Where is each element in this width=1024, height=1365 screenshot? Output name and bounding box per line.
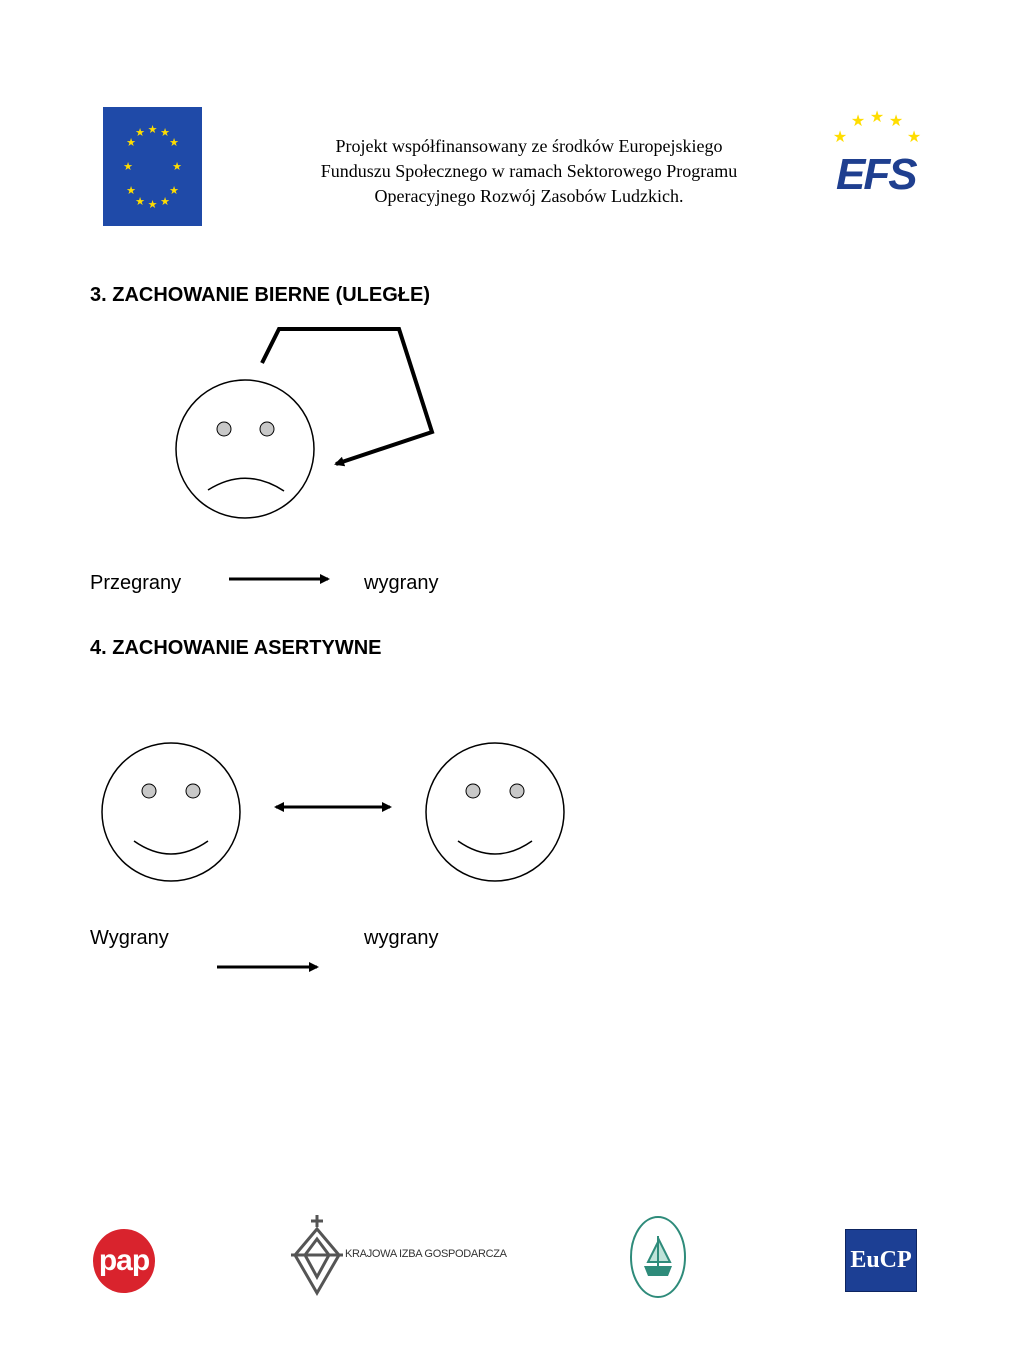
section-3-heading: 3. ZACHOWANIE BIERNE (ULEGŁE) bbox=[90, 284, 431, 306]
happy-face-right-left-eye bbox=[466, 784, 480, 798]
svg-text:★: ★ bbox=[888, 111, 904, 130]
happy-face-left-left-eye bbox=[142, 784, 156, 798]
section-4-label-left: Wygrany bbox=[90, 927, 169, 949]
kig-logo bbox=[287, 1213, 517, 1297]
pap-logo bbox=[93, 1229, 155, 1293]
kig-logo-text: KRAJOWA IZBA GOSPODARCZA bbox=[345, 1248, 507, 1260]
svg-text:★: ★ bbox=[169, 136, 179, 149]
svg-text:★: ★ bbox=[147, 198, 158, 211]
svg-text:★: ★ bbox=[160, 195, 170, 208]
section-3-label-right: wygrany bbox=[364, 572, 439, 594]
svg-text:★: ★ bbox=[160, 126, 170, 139]
header-line-3: Operacyjnego Rozwój Zasobów Ludzkich. bbox=[374, 186, 684, 206]
svg-text:★: ★ bbox=[123, 160, 133, 173]
sgh-emblem bbox=[628, 1214, 688, 1300]
happy-face-right-right-eye bbox=[510, 784, 524, 798]
happy-face-left bbox=[102, 743, 240, 881]
pap-logo-text: pap bbox=[98, 1244, 150, 1277]
section-3-label-left: Przegrany bbox=[90, 572, 182, 594]
happy-face-right-outline bbox=[426, 743, 564, 881]
svg-text:★: ★ bbox=[169, 184, 179, 197]
svg-text:★: ★ bbox=[135, 195, 145, 208]
header-line-2: Funduszu Społecznego w ramach Sektorowego Programu bbox=[320, 161, 738, 181]
happy-face-left-right-eye bbox=[186, 784, 200, 798]
eucp-logo-text: EuCP bbox=[850, 1247, 912, 1273]
header-line-1: Projekt współfinansowany ze środków Europejskiego bbox=[335, 136, 723, 156]
svg-text:★: ★ bbox=[126, 184, 136, 197]
happy-face-right bbox=[426, 743, 564, 881]
svg-text:★: ★ bbox=[906, 127, 922, 146]
svg-text:★: ★ bbox=[832, 127, 848, 146]
sad-face bbox=[176, 380, 314, 518]
sad-face-left-eye bbox=[217, 422, 231, 436]
kig-emblem bbox=[287, 1213, 347, 1297]
svg-text:★: ★ bbox=[147, 123, 158, 136]
efs-logo-text: EFS bbox=[836, 150, 916, 199]
section-4-label-right: wygrany bbox=[364, 927, 439, 949]
svg-text:★: ★ bbox=[126, 136, 136, 149]
svg-text:★: ★ bbox=[869, 107, 885, 126]
svg-text:★: ★ bbox=[850, 111, 866, 130]
sgh-logo bbox=[628, 1214, 688, 1300]
eucp-logo bbox=[845, 1229, 917, 1292]
section-4-heading: 4. ZACHOWANIE ASERTYWNE bbox=[90, 637, 382, 659]
happy-face-left-outline bbox=[102, 743, 240, 881]
sad-face-right-eye bbox=[260, 422, 274, 436]
svg-text:★: ★ bbox=[135, 126, 145, 139]
svg-text:★: ★ bbox=[172, 160, 182, 173]
sad-face-outline bbox=[176, 380, 314, 518]
